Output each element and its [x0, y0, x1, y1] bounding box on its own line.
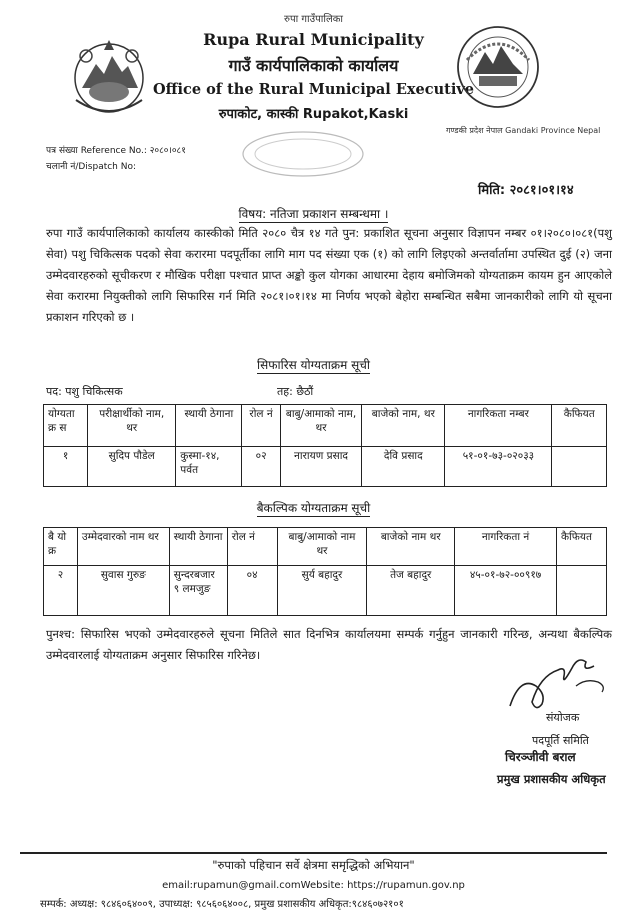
reference-number: पत्र संख्या Reference No.: २०८०।०८१: [46, 146, 186, 156]
letter-date: मिति: २०८१।०१।१४: [478, 183, 574, 198]
table-cell: ५१-०१-७३-०२०३३: [445, 447, 552, 487]
rupa-municipality-seal-icon: [455, 24, 541, 110]
table-cell: सुर्य बहादुर: [277, 566, 367, 616]
table-row: [44, 566, 607, 616]
table-cell: सुदिप पौडेल: [88, 447, 176, 487]
table-cell: कुस्मा-१४, पर्वत: [176, 447, 242, 487]
header-cell: रोल नं: [227, 528, 277, 566]
table-cell: देवि प्रसाद: [362, 447, 445, 487]
signatory-stamp-line3: प्रमुख प्रशासकीय अधिकृत: [497, 772, 606, 786]
table-cell: ४५-०१-७२-००९१७: [455, 566, 557, 616]
office-name-ne: गाउँ कार्यपालिकाको कार्यालय: [228, 56, 399, 75]
signatory-stamp-line1: पदपूर्ति समिति: [532, 734, 589, 747]
letter-body: रुपा गाउँ कार्यपालिकाको कार्यालय कास्कीको मिति २०८० चैत्र १४ गते पुन: प्रकाशित सूचना अनुसार विज्ञापन नम्बर ०१।२०८०।०८१(पशु सेवा) पशु चिकित्सक पदको सेवा करारमा पदपूर्तीका लागि माग पद संख्या एक (१) को लागि लिइएको अन्तर्वार्तामा उपस्थित दुई (२) जना उम्मेदवारहरुको सूचीकरण र मौखिक परीक्षा पश्चात प्राप्त अङ्को कुल योगका आधारमा देहाय बमोजिमको योग्यताक्रम कायम हुन आएकोले सेवा करारमा नियुक्तीको लागि सिफारिस गर्न मिति २०८१।०१।१४ मा निर्णय भएको बेहोरा सम्बन्धित सबैमा जानकारीको लागि यो सूचना प्रकाशन गरिएको छ ।: [46, 226, 612, 324]
header-cell: उम्मेदवारको नाम थर: [77, 528, 169, 566]
footer-slogan: "रुपाको पहिचान सर्वे क्षेत्रमा समृद्धिको अभियान": [212, 858, 415, 872]
municipality-name-en: Rupa Rural Municipality: [203, 30, 424, 49]
office-name-en: Office of the Rural Municipal Executive: [152, 81, 475, 98]
header-cell: बाजेको नाम थर: [367, 528, 455, 566]
alternate-list-title: बैकल्पिक योग्यताक्रम सूची: [256, 501, 371, 515]
header-cell: नागरिकता नम्बर: [445, 405, 552, 447]
header-cell: बाबु/आमाको नाम, थर: [280, 405, 362, 447]
table-cell: १: [44, 447, 88, 487]
table-cell: [552, 447, 607, 487]
level-label: तह: छैठौं: [277, 385, 314, 398]
header-cell: नागरिकता नं: [455, 528, 557, 566]
table-cell: सुन्दरबजार ९ लमजुङ: [169, 566, 227, 616]
faint-office-stamp-icon: [238, 128, 368, 180]
header-top-label: रुपा गाउँपालिका: [283, 14, 344, 25]
handwritten-signature-icon: [506, 646, 616, 716]
table-cell: ०४: [227, 566, 277, 616]
table-cell: तेज बहादुर: [367, 566, 455, 616]
table-header-row: [44, 405, 607, 447]
header-cell: बाजेको नाम, थर: [362, 405, 445, 447]
table-cell: नारायण प्रसाद: [280, 447, 362, 487]
alternate-table: [43, 527, 607, 616]
header-cell: परीक्षार्थीको नाम, थर: [88, 405, 176, 447]
header-cell: बाबु/आमाको नाम थर: [277, 528, 367, 566]
footer-phones: सम्पर्क: अध्यक्ष: ९८४६०६४००९, उपाध्यक्ष: ९८५६०६४००८, प्रमुख प्रशासकीय अधिकृत:९८४६०७२१०१: [40, 899, 404, 910]
nepal-emblem-icon: [68, 30, 150, 118]
recommended-table: [43, 404, 607, 487]
table-row: [44, 447, 607, 487]
office-address: रुपाकोट, कास्की Rupakot,Kaski: [218, 107, 409, 122]
footer-contact: email:rupamun@gmail.comWebsite: https://rupamun.gov.np: [162, 880, 465, 891]
letter-subject: विषय: नतिजा प्रकाशन सम्बन्धमा ।: [238, 207, 389, 221]
dispatch-number: चलानी नं/Dispatch No:: [46, 162, 137, 172]
header-cell: कैफियत: [552, 405, 607, 447]
signatory-stamp-line2: चिरञ्जीवी बराल: [505, 750, 576, 764]
header-cell: बै यो क्र: [44, 528, 78, 566]
header-cell: स्थायी ठेगाना: [169, 528, 227, 566]
header-cell: योग्यता क्र स: [44, 405, 88, 447]
table-header-row: [44, 528, 607, 566]
province-label: गण्डकी प्रदेश नेपाल Gandaki Province Nepal: [446, 126, 601, 135]
footer-divider: [20, 852, 607, 854]
table-cell: सुवास गुरुङ: [77, 566, 169, 616]
header-cell: कैफियत: [556, 528, 606, 566]
header-cell: स्थायी ठेगाना: [176, 405, 242, 447]
postscript-note: पुनश्च: सिफारिस भएको उम्मेदवारहरुले सूचना मितिले सात दिनभित्र कार्यालयमा सम्पर्क गर्नुहुन जानकारी गरिन्छ, अन्यथा बैकल्पिक उम्मेदवारलाई योग्यताक्रम अनुसार सिफारिस गरिनेछ।: [46, 627, 612, 662]
table-cell: २: [44, 566, 78, 616]
header-cell: रोल नं: [242, 405, 280, 447]
post-label: पद: पशु चिकित्सक: [46, 385, 123, 398]
signatory-role: संयोजक: [546, 711, 580, 724]
table-cell: [556, 566, 606, 616]
table-cell: ०२: [242, 447, 280, 487]
recommended-list-title: सिफारिस योग्यताक्रम सूची: [257, 358, 370, 372]
